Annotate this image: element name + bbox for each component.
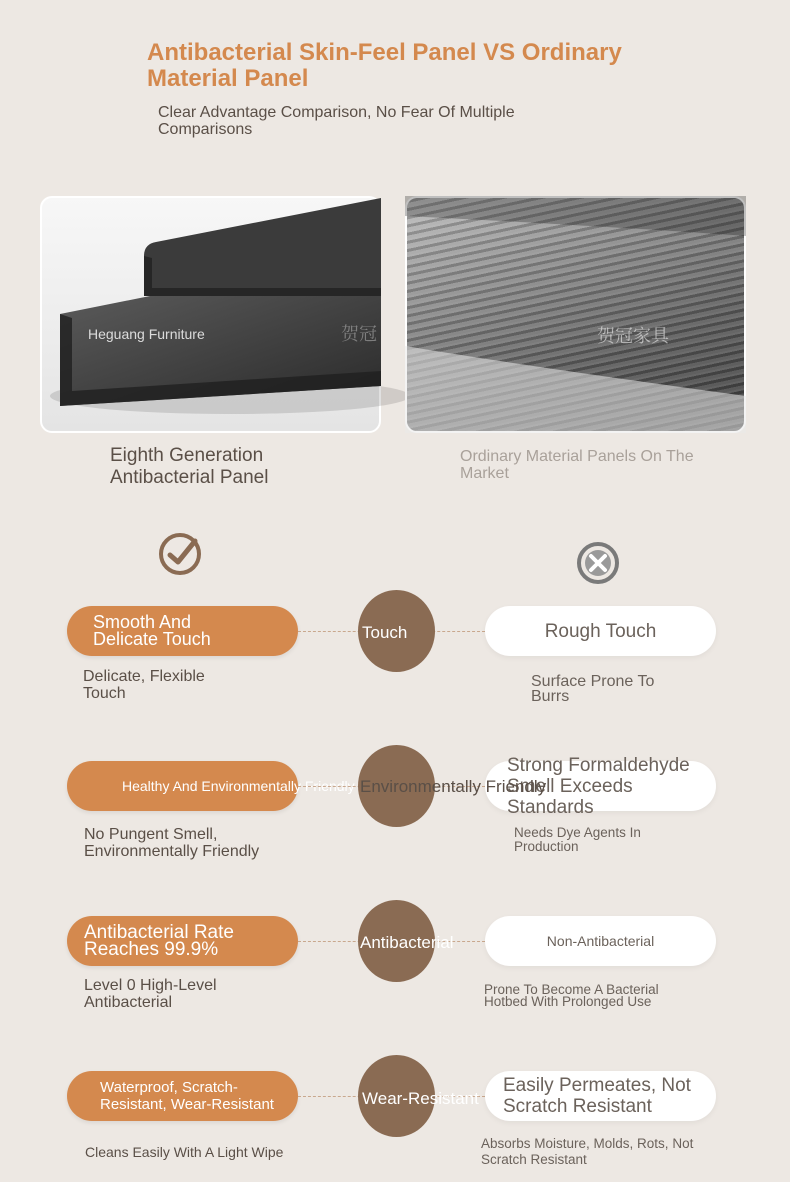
rough-wood-illustration [405, 196, 746, 433]
photo-watermark: Heguang Furniture [88, 326, 205, 342]
pill-formaldehyde: Strong Formaldehyde Smell Exceeds Standards [485, 761, 716, 811]
desc-delicate-touch: Delicate, Flexible Touch [83, 668, 205, 702]
desc-bacterial-hotbed: Prone To Become A Bacterial Hotbed With Prolonged Use [484, 982, 659, 1009]
black-board-illustration [40, 196, 381, 433]
pill-smooth-touch: Smooth And Delicate Touch [67, 606, 298, 656]
center-label-wear: Wear-Resistant [362, 1089, 479, 1108]
desc-dye-agents: Needs Dye Agents In Production [514, 825, 641, 854]
caption-ordinary: Ordinary Material Panels On The Market [460, 448, 694, 482]
desc-no-smell: No Pungent Smell, Environmentally Friendly [84, 826, 260, 860]
desc-cleans-easily: Cleans Easily With A Light Wipe [85, 1144, 284, 1160]
x-circle-icon [575, 540, 621, 586]
page-title: Antibacterial Skin-Feel Panel VS Ordinary Material Panel [147, 39, 622, 92]
check-circle-icon [157, 531, 203, 577]
pill-permeates: Easily Permeates, Not Scratch Resistant [485, 1071, 716, 1121]
photo-watermark-2: 贺冠家具 [597, 326, 669, 346]
desc-surface-burrs: Surface Prone To Burrs [531, 673, 655, 705]
center-label-environment: Environmentally Friendly [360, 777, 547, 796]
page-subtitle: Clear Advantage Comparison, No Fear Of Multiple Comparisons [158, 104, 515, 138]
pill-antibacterial-rate: Antibacterial Rate Reaches 99.9% [67, 916, 298, 966]
caption-antibacterial: Eighth Generation Antibacterial Panel [110, 445, 269, 488]
center-label-touch: Touch [362, 623, 408, 642]
pill-rough-touch: Rough Touch [485, 606, 716, 656]
pill-waterproof: Waterproof, Scratch-Resistant, Wear-Resistant [67, 1071, 298, 1121]
desc-absorbs-moisture: Absorbs Moisture, Molds, Rots, Not Scratch Resistant [481, 1136, 694, 1167]
center-label-antibacterial: Antibacterial [360, 933, 454, 952]
antibacterial-panel-photo [40, 196, 381, 433]
ordinary-panel-photo [341, 196, 746, 433]
photo-watermark-1: 贺冠 [341, 324, 377, 344]
pill-healthy: Healthy And Environmentally Friendly [67, 761, 298, 811]
desc-level-0: Level 0 High-Level Antibacterial [84, 977, 217, 1011]
pill-non-antibacterial: Non-Antibacterial [485, 916, 716, 966]
